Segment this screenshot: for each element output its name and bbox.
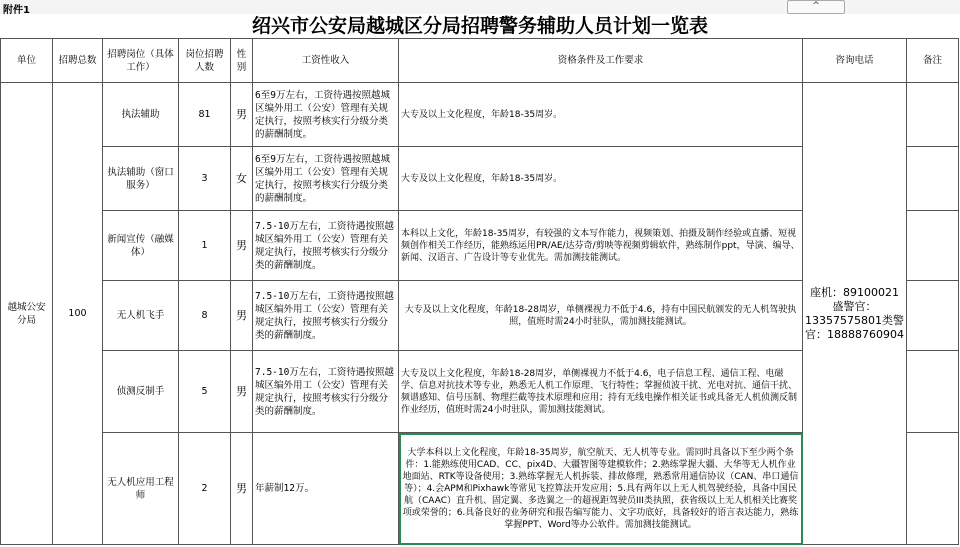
requirements-cell[interactable]: 大专及以上文化程度，年龄18-28周岁，单侧裸视力不低于4.6，持有中国民航颁发的无人机驾驶执照，值班时需24小时驻队，需加测技能测试。 [399,281,803,351]
post-cell[interactable]: 无人机飞手 [103,281,179,351]
scroll-up-button[interactable]: ^ [787,0,845,14]
remarks-cell[interactable] [907,351,959,433]
gender-cell[interactable]: 男 [231,433,253,545]
header-remarks[interactable]: 备注 [907,39,959,83]
header-post[interactable]: 招聘岗位（具体工作） [103,39,179,83]
table-row [1,83,959,147]
contact-cell[interactable]: 座机：89100021盛警官：13357575801类警官：18888760904 [803,83,907,545]
post-cell[interactable]: 执法辅助 [103,83,179,147]
header-gender[interactable]: 性别 [231,39,253,83]
remarks-cell[interactable] [907,147,959,211]
gender-cell[interactable]: 男 [231,281,253,351]
count-cell[interactable]: 81 [179,83,231,147]
salary-cell[interactable]: 年薪制12万。 [253,433,399,545]
count-cell[interactable]: 8 [179,281,231,351]
requirements-cell[interactable]: 大专及以上文化程度，年龄18-35周岁。 [399,83,803,147]
recruitment-table [0,38,959,545]
gender-cell[interactable]: 男 [231,83,253,147]
count-cell[interactable]: 1 [179,211,231,281]
salary-cell[interactable]: 7.5-10万左右，工资待遇按照越城区编外用工（公安）管理有关规定执行，按照考核实行分级分类的薪酬制度。 [253,211,399,281]
page-title: 绍兴市公安局越城区分局招聘警务辅助人员计划一览表 [251,15,708,37]
salary-cell[interactable]: 6至9万左右，工资待遇按照越城区编外用工（公安）管理有关规定执行，按照考核实行分级分类的薪酬制度。 [253,147,399,211]
post-cell[interactable]: 无人机应用工程师 [103,433,179,545]
remarks-cell[interactable] [907,83,959,147]
count-cell[interactable]: 5 [179,351,231,433]
remarks-cell[interactable] [907,433,959,545]
remarks-cell[interactable] [907,281,959,351]
header-unit[interactable]: 单位 [1,39,53,83]
salary-cell[interactable]: 6至9万左右，工资待遇按照越城区编外用工（公安）管理有关规定执行，按照考核实行分级分类的薪酬制度。 [253,83,399,147]
post-cell[interactable]: 侦测反制手 [103,351,179,433]
gender-cell[interactable]: 男 [231,211,253,281]
count-cell[interactable]: 2 [179,433,231,545]
header-row [1,39,959,83]
count-cell[interactable]: 3 [179,147,231,211]
header-salary[interactable]: 工资性收入 [253,39,399,83]
header-post-count[interactable]: 岗位招聘人数 [179,39,231,83]
post-cell[interactable]: 新闻宣传（融媒体） [103,211,179,281]
header-requirements[interactable]: 资格条件及工作要求 [399,39,803,83]
header-contact[interactable]: 咨询电话 [803,39,907,83]
unit-cell[interactable]: 越城公安分局 [1,83,53,545]
post-cell[interactable]: 执法辅助（窗口服务） [103,147,179,211]
gender-cell[interactable]: 女 [231,147,253,211]
remarks-cell[interactable] [907,211,959,281]
requirements-cell[interactable]: 本科以上文化，年龄18-35周岁，有较强的文本写作能力，视频策划、拍摄及制作经验或直播、短视频创作相关工作经历，能熟练运用PR/AE/达芬奇/剪映等视频剪辑软件，熟练制作ppt，导演、编导、新闻、汉语言、广告设计等专业优先。需加测技能测试。 [399,211,803,281]
total-cell[interactable]: 100 [53,83,103,545]
requirements-cell-selected[interactable]: 大学本科以上文化程度，年龄18-35周岁，航空航天、无人机等专业。需同时具备以下至少两个条件：1.能熟练使用CAD、CC、pix4D、大疆智图等建模软件；2.熟练掌握大疆、大华等无人机作业地面站、RTK等设备使用；3.熟练掌握无人机拆装、排故修理，熟悉常用通信协议（CAN、串口通信等）；4.会APM和Pixhawk等常见飞控算法开发应用；5.具有两年以上无人机驾驶经验，具备中国民航（CAAC）直升机、固定翼、多选翼之一的超视距驾驶员III类执照，获省级以上无人机相关比赛奖项或荣誉的；6.具备良好的业务研究和报告编写能力、文字功底好，具备较好的语言表达能力，熟练掌握PPT、Word等办公软件。需加测技能测试。 [399,433,803,545]
requirements-cell[interactable]: 大专及以上文化程度，年龄18-28周岁，单侧裸视力不低于4.6，电子信息工程、通信工程、电磁学、信息对抗技术等专业，熟悉无人机工作原理、飞行特性；掌握侦波干扰、光电对抗、通信干扰、频谱感知、信号压制、物理拦截等技术原理和应用；持有无线电操作相关证书或具备无人机侦测反制作业经历，值班时需24小时驻队，需加测技能测试。 [399,351,803,433]
attachment-label: 附件1 [3,5,30,16]
header-total[interactable]: 招聘总数 [53,39,103,83]
salary-cell[interactable]: 7.5-10万左右，工资待遇按照越城区编外用工（公安）管理有关规定执行，按照考核实行分级分类的薪酬制度。 [253,281,399,351]
sheet-topbar [0,0,960,14]
salary-cell[interactable]: 7.5-10万左右，工资待遇按照越城区编外用工（公安）管理有关规定执行，按照考核实行分级分类的薪酬制度。 [253,351,399,433]
gender-cell[interactable]: 男 [231,351,253,433]
requirements-cell[interactable]: 大专及以上文化程度，年龄18-35周岁。 [399,147,803,211]
